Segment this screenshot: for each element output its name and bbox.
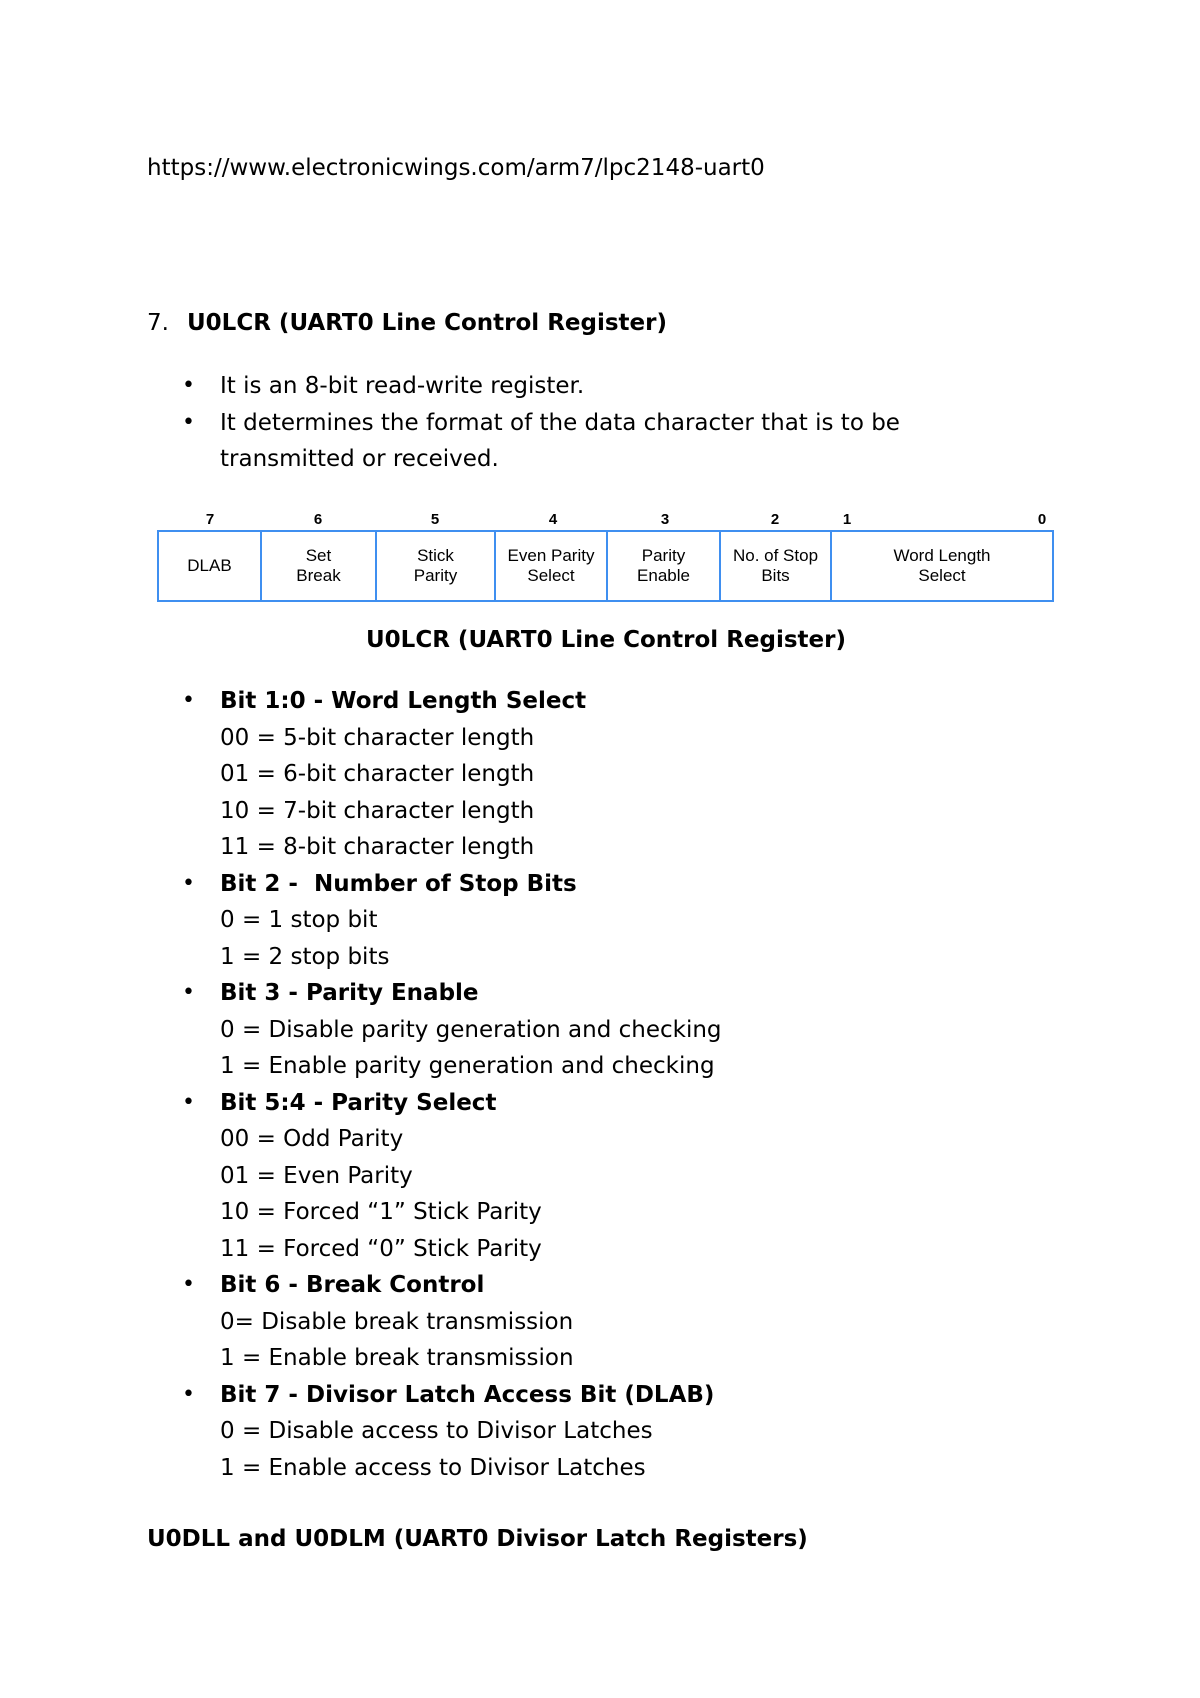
register-field-parity-enable: Parity Enable [608,532,721,600]
intro-text: It determines the format of the data character that is to be transmitted or received. [220,409,900,472]
bullet-icon: • [182,1089,195,1115]
next-section-heading: U0DLL and U0DLM (UART0 Divisor Latch Registers) [147,1526,808,1552]
register-field-stick-parity: Stick Parity [377,532,496,600]
list-item [180,368,1080,405]
bit-value-line: 0 = Disable access to Divisor Latches [220,1418,653,1444]
list-item [180,405,1080,478]
bit-number: 0 [1037,511,1047,528]
bit-value-line: 0= Disable break transmission [220,1308,574,1335]
bit-value-line: 10 = Forced “1” Stick Parity [220,1199,542,1225]
bit-value-line: 1 = Enable break transmission [220,1345,574,1371]
register-field-even-parity-select: Even Parity Select [496,532,608,600]
bit-number: 4 [548,511,558,528]
intro-list [180,368,1080,478]
bit-title: Bit 5:4 - Parity Select [220,1089,497,1116]
bit-value-line: 01 = 6-bit character length [220,761,535,787]
bit-value-line: 0 = 1 stop bit [220,907,378,933]
bit-descriptions [180,683,1080,1486]
list-item [180,866,1080,976]
bullet-icon: • [182,409,195,435]
section-heading [147,308,667,338]
bit-number: 2 [770,511,780,528]
register-field-set-break: Set Break [262,532,377,600]
register-box [157,530,1054,602]
bullet-icon: • [182,1381,195,1407]
bullet-icon: • [182,870,195,896]
section-number: 7. [147,310,169,336]
bit-title: Bit 6 - Break Control [220,1272,485,1298]
register-field-stop-bits: No. of Stop Bits [721,532,832,600]
bit-value-line: 11 = 8-bit character length [220,834,535,860]
figure-caption: U0LCR (UART0 Line Control Register) [366,627,846,653]
intro-text: It is an 8-bit read-write register. [220,373,585,399]
register-diagram [157,510,1054,600]
list-item [180,1085,1080,1268]
register-field-dlab: DLAB [159,532,262,600]
source-url[interactable]: https://www.electronicwings.com/arm7/lpc2148-uart0 [147,155,765,181]
bit-value-line: 00 = Odd Parity [220,1126,404,1152]
bit-value-line: 1 = Enable access to Divisor Latches [220,1454,646,1481]
list-item [180,975,1080,1085]
list-item [180,1377,1080,1487]
bit-title: Bit 1:0 - Word Length Select [220,688,587,714]
bullet-icon: • [182,1272,195,1297]
bullet-icon: • [182,688,195,713]
list-item [180,683,1080,866]
bit-title: Bit 2 - Number of Stop Bits [220,870,577,897]
bit-number: 7 [205,511,215,528]
bit-value-line: 11 = Forced “0” Stick Parity [220,1235,542,1262]
bit-number: 5 [430,511,440,528]
bit-number: 3 [660,511,670,528]
register-field-word-length-select: Word Length Select [893,546,991,585]
bit-value-line: 0 = Disable parity generation and checking [220,1016,722,1043]
bit-title: Bit 7 - Divisor Latch Access Bit (DLAB) [220,1381,715,1408]
list-item [180,1267,1080,1377]
bit-value-line: 1 = Enable parity generation and checking [220,1053,715,1079]
bullet-icon: • [182,980,195,1005]
bit-value-line: 01 = Even Parity [220,1162,413,1189]
bit-title: Bit 3 - Parity Enable [220,980,479,1006]
bit-value-line: 1 = 2 stop bits [220,943,390,970]
bit-number: 1 [842,511,852,528]
section-title: U0LCR (UART0 Line Control Register) [187,310,667,336]
bullet-icon: • [182,373,195,398]
bit-number: 6 [313,511,323,528]
bit-value-line: 10 = 7-bit character length [220,797,535,824]
bit-value-line: 00 = 5-bit character length [220,724,535,751]
